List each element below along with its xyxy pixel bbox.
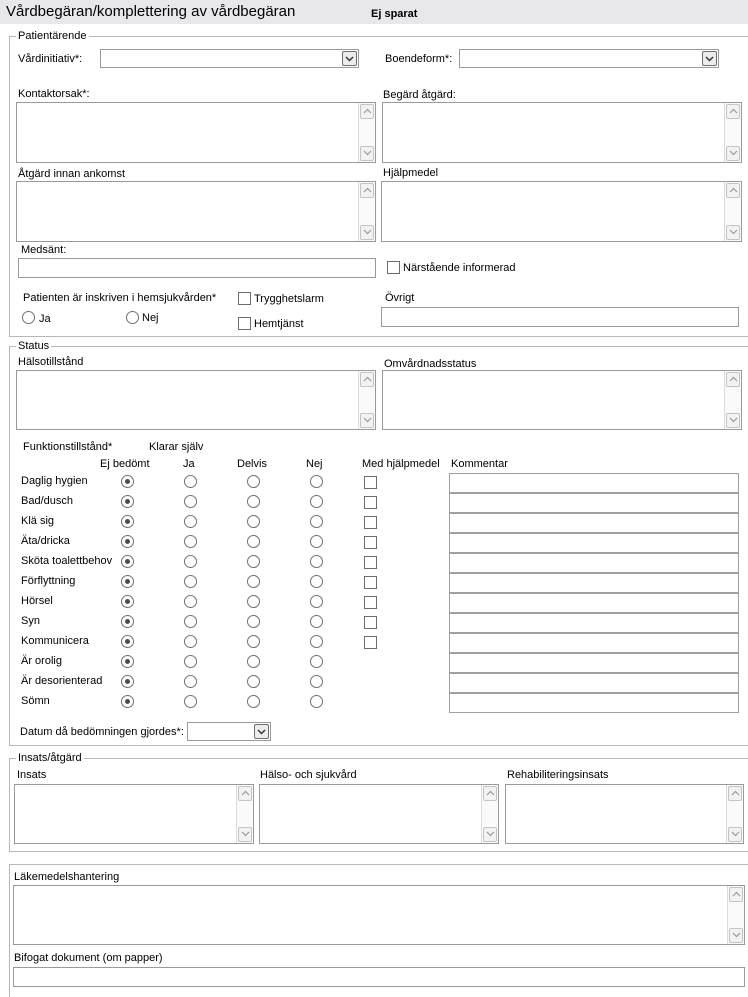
rehabilitering-textarea[interactable] — [505, 784, 744, 844]
chevron-down-icon — [729, 417, 738, 423]
function-delvis-radio[interactable] — [247, 575, 260, 588]
scroll-up-button[interactable] — [360, 372, 374, 387]
medsant-label: Medsänt: — [21, 244, 67, 256]
chevron-down-icon — [363, 150, 372, 156]
chevron-up-icon — [486, 790, 495, 796]
trygghetslarm-checkbox[interactable] — [238, 292, 251, 305]
hemtjanst-label: Hemtjänst — [254, 318, 304, 330]
function-delvis-radio[interactable] — [247, 655, 260, 668]
klarar-sjalv-label: Klarar själv — [149, 441, 204, 453]
scroll-down-button[interactable] — [728, 827, 742, 842]
narstaende-label: Närstående informerad — [403, 262, 516, 274]
function-ej-bedomt-radio[interactable] — [121, 575, 134, 588]
function-delvis-radio[interactable] — [247, 495, 260, 508]
chevron-down-icon — [731, 831, 740, 837]
function-ej-bedomt-radio[interactable] — [121, 635, 134, 648]
col-delvis-header: Delvis — [237, 458, 267, 470]
scrollbar[interactable] — [724, 371, 741, 429]
halsotillstand-textarea[interactable] — [16, 370, 376, 430]
scrollbar[interactable] — [358, 371, 375, 429]
scrollbar[interactable] — [236, 785, 253, 843]
vardinitiativ-dropdown-button[interactable] — [342, 51, 357, 66]
function-ej-bedomt-radio[interactable] — [121, 695, 134, 708]
halso-sjukvard-textarea[interactable] — [259, 784, 499, 844]
med-hjalpmedel-checkbox[interactable] — [364, 596, 377, 609]
kommentar-input[interactable] — [449, 653, 739, 673]
funktionstillstand-label: Funktionstillstånd* — [23, 441, 113, 453]
function-ja-radio[interactable] — [184, 615, 197, 628]
function-ej-bedomt-radio[interactable] — [121, 475, 134, 488]
function-row-label: Är orolig — [21, 655, 62, 667]
function-delvis-radio[interactable] — [247, 555, 260, 568]
chevron-up-icon — [729, 187, 738, 193]
hemsjukvard-ja-label: Ja — [39, 313, 51, 325]
scroll-up-button[interactable] — [360, 104, 374, 119]
function-ej-bedomt-radio[interactable] — [121, 555, 134, 568]
boendeform-dropdown-button[interactable] — [702, 51, 717, 66]
function-ja-radio[interactable] — [184, 675, 197, 688]
scroll-up-button[interactable] — [238, 786, 252, 801]
function-ja-radio[interactable] — [184, 475, 197, 488]
function-nej-radio[interactable] — [310, 655, 323, 668]
scrollbar[interactable] — [727, 886, 744, 944]
med-hjalpmedel-checkbox[interactable] — [364, 496, 377, 509]
chevron-down-icon — [345, 56, 354, 62]
hemsjukvard-nej-label: Nej — [142, 312, 159, 324]
function-ja-radio[interactable] — [184, 555, 197, 568]
function-delvis-radio[interactable] — [247, 535, 260, 548]
scroll-down-button[interactable] — [726, 225, 740, 240]
function-row-label: Kommunicera — [21, 635, 89, 647]
col-ej-bedomt-header: Ej bedömt — [100, 458, 150, 470]
med-hjalpmedel-checkbox[interactable] — [364, 576, 377, 589]
scroll-down-button[interactable] — [360, 225, 374, 240]
scrollbar[interactable] — [481, 785, 498, 843]
function-nej-radio[interactable] — [310, 595, 323, 608]
scroll-down-button[interactable] — [726, 146, 740, 161]
kommentar-input[interactable] — [449, 673, 739, 693]
scroll-up-button[interactable] — [483, 786, 497, 801]
scroll-up-button[interactable] — [729, 887, 743, 902]
function-ja-radio[interactable] — [184, 655, 197, 668]
omvardnadsstatus-label: Omvårdnadsstatus — [384, 358, 477, 370]
function-nej-radio[interactable] — [310, 515, 323, 528]
ovrigt-label: Övrigt — [385, 292, 415, 304]
scrollbar[interactable] — [358, 182, 375, 241]
function-ja-radio[interactable] — [184, 515, 197, 528]
medsant-input[interactable] — [18, 258, 376, 278]
boendeform-select[interactable] — [459, 49, 719, 68]
atgard-innan-label: Åtgärd innan ankomst — [18, 168, 126, 180]
page-title: Vårdbegäran/komplettering av vårdbegäran — [6, 3, 296, 20]
chevron-up-icon — [363, 187, 372, 193]
function-ja-radio[interactable] — [184, 695, 197, 708]
begard-atgard-textarea[interactable] — [382, 102, 742, 163]
vardinitiativ-label: Vårdinitiativ*: — [18, 53, 83, 65]
function-ej-bedomt-radio[interactable] — [121, 515, 134, 528]
lakemedel-label: Läkemedelshantering — [14, 871, 120, 883]
function-row-label: Klä sig — [21, 515, 55, 527]
function-delvis-radio[interactable] — [247, 695, 260, 708]
kontaktorsak-textarea[interactable] — [16, 102, 376, 163]
function-ja-radio[interactable] — [184, 595, 197, 608]
atgard-innan-textarea[interactable] — [16, 181, 376, 242]
scroll-up-button[interactable] — [726, 183, 740, 198]
halso-sjukvard-label: Hälso- och sjukvård — [260, 769, 357, 781]
med-hjalpmedel-checkbox[interactable] — [364, 556, 377, 569]
hjalpmedel-textarea[interactable] — [381, 181, 742, 242]
med-hjalpmedel-checkbox[interactable] — [364, 516, 377, 529]
hemsjukvard-nej-radio[interactable] — [126, 311, 139, 324]
function-ej-bedomt-radio[interactable] — [121, 495, 134, 508]
bifogat-input[interactable] — [13, 967, 745, 987]
chevron-up-icon — [363, 108, 372, 114]
kommentar-input[interactable] — [449, 553, 739, 573]
col-med-hjalpmedel-header: Med hjälpmedel — [362, 458, 440, 470]
scroll-down-button[interactable] — [729, 928, 743, 943]
chevron-down-icon — [729, 150, 738, 156]
function-ej-bedomt-radio[interactable] — [121, 655, 134, 668]
function-nej-radio[interactable] — [310, 635, 323, 648]
function-nej-radio[interactable] — [310, 675, 323, 688]
col-ja-header: Ja — [183, 458, 195, 470]
function-nej-radio[interactable] — [310, 475, 323, 488]
chevron-up-icon — [241, 790, 250, 796]
med-hjalpmedel-checkbox[interactable] — [364, 536, 377, 549]
trygghetslarm-label: Trygghetslarm — [254, 293, 324, 305]
scrollbar[interactable] — [726, 785, 743, 843]
chevron-down-icon — [241, 831, 250, 837]
function-row-label: Syn — [21, 615, 40, 627]
function-delvis-radio[interactable] — [247, 475, 260, 488]
hjalpmedel-label: Hjälpmedel — [383, 167, 439, 179]
scroll-up-button[interactable] — [728, 786, 742, 801]
kommentar-input[interactable] — [449, 493, 739, 513]
scrollbar[interactable] — [724, 103, 741, 162]
kommentar-input[interactable] — [449, 533, 739, 553]
insats-legend: Insats/åtgärd — [18, 752, 82, 764]
col-nej-header: Nej — [306, 458, 323, 470]
function-nej-radio[interactable] — [310, 575, 323, 588]
function-ja-radio[interactable] — [184, 575, 197, 588]
narstaende-checkbox[interactable] — [387, 261, 400, 274]
kommentar-input[interactable] — [449, 633, 739, 653]
status-legend: Status — [18, 340, 50, 352]
kontaktorsak-label: Kontaktorsak*: — [18, 88, 90, 100]
function-row-label: Förflyttning — [21, 575, 76, 587]
chevron-up-icon — [731, 790, 740, 796]
kommentar-input[interactable] — [449, 593, 739, 613]
scroll-up-button[interactable] — [726, 104, 740, 119]
function-nej-radio[interactable] — [310, 695, 323, 708]
bifogat-label: Bifogat dokument (om papper) — [14, 952, 163, 964]
kommentar-input[interactable] — [449, 613, 739, 633]
datum-label: Datum då bedömningen gjordes*: — [20, 726, 184, 738]
datum-dropdown-button[interactable] — [254, 724, 269, 739]
hemtjanst-checkbox[interactable] — [238, 317, 251, 330]
med-hjalpmedel-checkbox[interactable] — [364, 636, 377, 649]
omvardnadsstatus-textarea[interactable] — [382, 370, 742, 430]
chevron-down-icon — [732, 932, 741, 938]
med-hjalpmedel-checkbox[interactable] — [364, 476, 377, 489]
med-hjalpmedel-checkbox[interactable] — [364, 616, 377, 629]
vardinitiativ-select[interactable] — [100, 49, 359, 68]
insats-textarea[interactable] — [14, 784, 254, 844]
chevron-down-icon — [363, 229, 372, 235]
chevron-up-icon — [729, 108, 738, 114]
function-ja-radio[interactable] — [184, 635, 197, 648]
function-row-label: Bad/dusch — [21, 495, 73, 507]
chevron-up-icon — [729, 376, 738, 382]
function-ej-bedomt-radio[interactable] — [121, 615, 134, 628]
function-ja-radio[interactable] — [184, 495, 197, 508]
scrollbar[interactable] — [724, 182, 741, 241]
kommentar-input[interactable] — [449, 473, 739, 493]
function-delvis-radio[interactable] — [247, 515, 260, 528]
scroll-down-button[interactable] — [483, 827, 497, 842]
function-row-label: Sömn — [21, 695, 50, 707]
function-row-label: Hörsel — [21, 595, 53, 607]
function-nej-radio[interactable] — [310, 495, 323, 508]
scroll-up-button[interactable] — [360, 183, 374, 198]
function-nej-radio[interactable] — [310, 555, 323, 568]
function-ja-radio[interactable] — [184, 535, 197, 548]
chevron-down-icon — [729, 229, 738, 235]
insats-label: Insats — [17, 769, 47, 781]
save-status: Ej sparat — [371, 8, 418, 20]
function-nej-radio[interactable] — [310, 615, 323, 628]
function-delvis-radio[interactable] — [247, 675, 260, 688]
scroll-down-button[interactable] — [238, 827, 252, 842]
chevron-up-icon — [732, 891, 741, 897]
function-delvis-radio[interactable] — [247, 595, 260, 608]
chevron-up-icon — [363, 376, 372, 382]
datum-select[interactable] — [187, 722, 271, 741]
hemsjukvard-label: Patienten är inskriven i hemsjukvården* — [23, 292, 217, 304]
kommentar-input[interactable] — [449, 573, 739, 593]
function-delvis-radio[interactable] — [247, 615, 260, 628]
rehabilitering-label: Rehabiliteringsinsats — [507, 769, 609, 781]
function-nej-radio[interactable] — [310, 535, 323, 548]
lakemedel-textarea[interactable] — [13, 885, 745, 945]
scroll-up-button[interactable] — [726, 372, 740, 387]
scroll-down-button[interactable] — [360, 413, 374, 428]
chevron-down-icon — [486, 831, 495, 837]
function-row-label: Sköta toalettbehov — [21, 555, 113, 567]
function-row-label: Är desorienterad — [21, 675, 103, 687]
ovrigt-input[interactable] — [381, 307, 739, 327]
function-ej-bedomt-radio[interactable] — [121, 675, 134, 688]
chevron-down-icon — [363, 417, 372, 423]
function-ej-bedomt-radio[interactable] — [121, 595, 134, 608]
begard-atgard-label: Begärd åtgärd: — [383, 89, 456, 101]
boendeform-label: Boendeform*: — [385, 53, 453, 65]
scroll-down-button[interactable] — [726, 413, 740, 428]
function-delvis-radio[interactable] — [247, 635, 260, 648]
scrollbar[interactable] — [358, 103, 375, 162]
patientarende-legend: Patientärende — [18, 30, 87, 42]
function-row-label: Daglig hygien — [21, 475, 88, 487]
chevron-down-icon — [257, 729, 266, 735]
col-kommentar-header: Kommentar — [451, 458, 508, 470]
hemsjukvard-ja-radio[interactable] — [22, 311, 35, 324]
chevron-down-icon — [705, 56, 714, 62]
kommentar-input[interactable] — [449, 513, 739, 533]
function-row-label: Äta/dricka — [21, 535, 70, 547]
kommentar-input[interactable] — [449, 693, 739, 713]
halsotillstand-label: Hälsotillstånd — [18, 356, 84, 368]
scroll-down-button[interactable] — [360, 146, 374, 161]
function-ej-bedomt-radio[interactable] — [121, 535, 134, 548]
